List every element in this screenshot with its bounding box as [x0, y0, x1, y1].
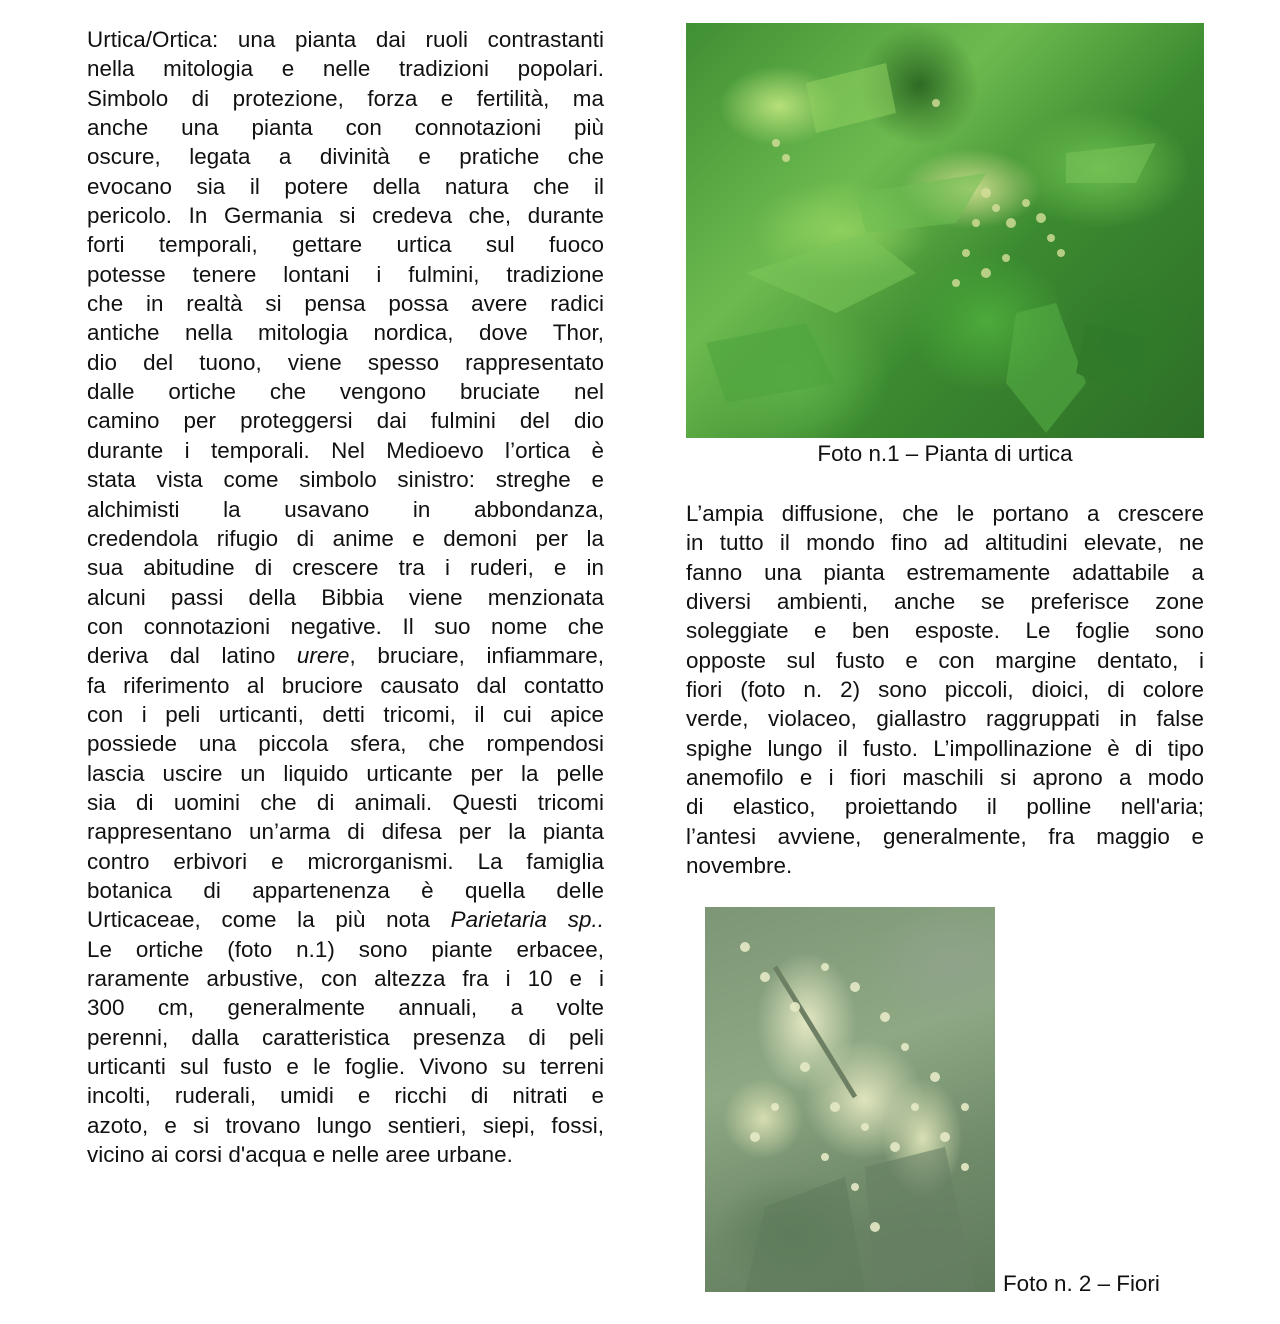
- text-line: forti temporali, gettare urtica sul fuoco: [87, 232, 604, 258]
- text-line: di elastico, proiettando il polline nell'aria;: [686, 794, 1204, 820]
- text-line: [87, 641, 604, 670]
- text-line: nella mitologia e nelle tradizioni popolari.: [87, 56, 604, 82]
- text-line: opposte sul fusto e con margine dentato, i: [686, 647, 1204, 673]
- text-line: camino per proteggersi dai fulmini del dio: [87, 408, 604, 434]
- text-line: pericolo. In Germania si credeva che, durante: [87, 203, 604, 229]
- photo1-caption: Foto n.1 – Pianta di urtica: [817, 441, 1073, 466]
- text-line: credendola rifugio di anime e demoni per la: [87, 525, 604, 551]
- text-line: Simbolo di protezione, forza e fertilità, ma: [87, 85, 604, 111]
- text-line: vicino ai corsi d'acqua e nelle aree urbane.: [87, 1142, 513, 1168]
- photo-nettle-flowers: [705, 907, 995, 1292]
- text-line: L’ampia diffusione, che le portano a crescere: [686, 501, 1204, 526]
- text-line: alchimisti la usavano in abbondanza,: [87, 496, 604, 522]
- text-line: fiori (foto n. 2) sono piccoli, dioici, di colore: [686, 677, 1204, 703]
- text-line: dio del tuono, viene spesso rappresentato: [87, 349, 604, 375]
- text-line: [87, 905, 604, 934]
- text-line: lascia uscire un liquido urticante per la pelle: [87, 760, 604, 786]
- text-line: l’antesi avviene, generalmente, fra maggio e: [686, 823, 1204, 849]
- text-line: urticanti sul fusto e le foglie. Vivono su terreni: [87, 1054, 604, 1080]
- text-line: soleggiate e ben esposte. Le foglie sono: [686, 618, 1204, 644]
- italic-term: Parietaria sp..: [450, 907, 605, 933]
- text-line: antiche nella mitologia nordica, dove Thor,: [87, 320, 604, 346]
- nettle-flowers-image: [705, 907, 995, 1292]
- left-column-text: [87, 25, 604, 1169]
- text-line: perenni, dalla caratteristica presenza di peli: [87, 1024, 604, 1050]
- text-line: fanno una pianta estremamente adattabile a: [686, 559, 1204, 585]
- text-span: Urticaceae, come la più nota: [87, 907, 451, 933]
- text-line: potesse tenere lontani i fulmini, tradizione: [87, 261, 604, 287]
- text-line: raramente arbustive, con altezza fra i 10 e i: [87, 966, 604, 991]
- text-line: azoto, e si trovano lungo sentieri, siepi, fossi,: [87, 1112, 604, 1138]
- text-span: deriva dal latino: [87, 643, 297, 669]
- text-line: possiede una piccola sfera, che rompendosi: [87, 731, 604, 757]
- text-line: diversi ambienti, anche se preferisce zone: [686, 589, 1204, 615]
- text-line: oscure, legata a divinità e pratiche che: [87, 144, 604, 170]
- text-line: durante i temporali. Nel Medioevo l’ortica è: [87, 437, 604, 463]
- text-line: verde, violaceo, giallastro raggruppati in false: [686, 706, 1204, 732]
- text-line: incolti, ruderali, umidi e ricchi di nitrati e: [87, 1083, 604, 1109]
- text-line: alcuni passi della Bibbia viene menzionata: [87, 584, 604, 610]
- text-line: dalle ortiche che vengono bruciate nel: [87, 379, 604, 405]
- italic-term: urere: [296, 643, 350, 669]
- text-line: sua abitudine di crescere tra i ruderi, e in: [87, 555, 604, 581]
- text-line: con i peli urticanti, detti tricomi, il cui apice: [87, 701, 604, 727]
- text-line: che in realtà si pensa possa avere radici: [87, 291, 604, 317]
- text-line: sia di uomini che di animali. Questi tricomi: [87, 789, 604, 815]
- text-line: Urtica/Ortica: una pianta dai ruoli contrastanti: [87, 27, 604, 52]
- text-line: anemofilo e i fiori maschili si aprono a modo: [686, 765, 1204, 791]
- text-span: , bruciare, infiammare,: [349, 643, 604, 669]
- text-line: botanica di appartenenza è quella delle: [87, 877, 604, 903]
- text-line: spighe lungo il fusto. L’impollinazione è di tipo: [686, 735, 1204, 761]
- text-line: novembre.: [686, 853, 793, 879]
- nettle-plant-image: [686, 23, 1204, 438]
- text-line: 300 cm, generalmente annuali, a volte: [87, 995, 604, 1021]
- text-line: fa riferimento al bruciore causato dal contatto: [87, 672, 604, 698]
- text-line: evocano sia il potere della natura che il: [87, 173, 604, 199]
- photo2-caption: Foto n. 2 – Fiori: [1003, 1271, 1160, 1296]
- photo-nettle-plant: [686, 23, 1204, 438]
- text-line: Le ortiche (foto n.1) sono piante erbacee,: [87, 936, 604, 962]
- text-line: rappresentano un’arma di difesa per la pianta: [87, 819, 604, 845]
- text-line: con connotazioni negative. Il suo nome che: [87, 613, 604, 639]
- text-line: in tutto il mondo fino ad altitudini elevate, ne: [686, 530, 1204, 556]
- right-column-text: [686, 499, 1204, 880]
- text-line: contro erbivori e microrganismi. La famiglia: [87, 848, 604, 874]
- text-line: anche una pianta con connotazioni più: [87, 115, 604, 141]
- text-line: stata vista come simbolo sinistro: streghe e: [87, 467, 604, 493]
